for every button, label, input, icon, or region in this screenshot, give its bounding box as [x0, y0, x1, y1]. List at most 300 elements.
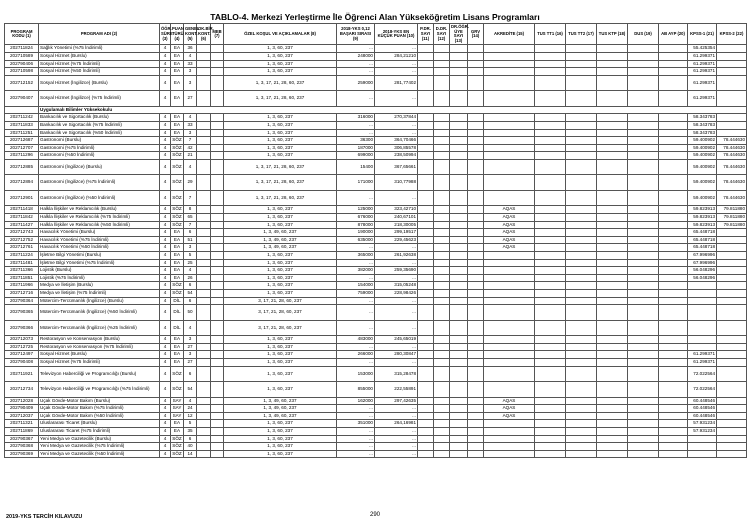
table-cell	[535, 68, 566, 76]
table-cell	[211, 152, 224, 160]
cell-sure: 4	[160, 450, 171, 458]
table-cell	[659, 320, 688, 336]
table-cell	[211, 75, 224, 91]
table-cell	[468, 358, 484, 366]
table-cell	[659, 274, 688, 282]
cell-akr	[484, 297, 535, 305]
table-cell	[197, 336, 211, 344]
table-cell	[566, 214, 597, 222]
table-cell	[434, 229, 450, 237]
cell-sure: 4	[160, 435, 171, 443]
cell-sira: ...	[337, 450, 375, 458]
cell-kont: 25	[184, 259, 197, 267]
cell-sira: 635000	[337, 236, 375, 244]
cell-code: 202712725	[5, 343, 39, 351]
cell-en: 297,42635	[375, 397, 418, 405]
table-cell	[659, 290, 688, 298]
table-cell	[597, 159, 628, 175]
cell-sure: 4	[160, 221, 171, 229]
table-cell	[468, 236, 484, 244]
cell-name: Medya ve İletişim (%75 İndirimli)	[39, 290, 160, 298]
table-cell	[434, 358, 450, 366]
table-row	[5, 114, 747, 122]
column-header: TUS KTP (18)	[597, 24, 628, 45]
cell-en: ...	[375, 45, 418, 53]
cell-sira: 351000	[337, 420, 375, 428]
cell-sure: 4	[160, 382, 171, 398]
table-cell	[468, 343, 484, 351]
cell-puan: EA	[171, 420, 184, 428]
table-cell	[468, 45, 484, 53]
cell-sure: 4	[160, 91, 171, 107]
table-cell	[197, 190, 211, 206]
cell-kont: 35	[184, 427, 197, 435]
table-cell	[434, 45, 450, 53]
cell-kpss2: 79.811880	[717, 221, 747, 229]
table-cell	[434, 405, 450, 413]
table-cell	[197, 244, 211, 252]
cell-akr: AQAS	[484, 236, 535, 244]
table-cell	[418, 351, 434, 359]
table-cell	[566, 221, 597, 229]
table-cell	[468, 214, 484, 222]
table-row	[5, 450, 747, 458]
cell-puan: EA	[171, 68, 184, 76]
page-title: TABLO-4. Merkezi Yerleştirme İle Öğrenci Alan Yükseköğretim Lisans Programları	[210, 12, 540, 22]
table-cell	[197, 229, 211, 237]
cell-kont: 4	[184, 320, 197, 336]
table-cell	[597, 336, 628, 344]
table-cell	[597, 282, 628, 290]
cell-kpss1: 61.299371	[688, 351, 717, 359]
table-cell	[597, 68, 628, 76]
table-cell	[535, 450, 566, 458]
cell-puan: SÖZ	[171, 450, 184, 458]
table-cell	[211, 420, 224, 428]
cell-code: 202712894	[5, 175, 39, 191]
table-cell	[566, 420, 597, 428]
cell-kpss1: 58.343783	[688, 129, 717, 137]
cell-name: Gastronomi (Burslu)	[39, 137, 160, 145]
table-cell	[468, 190, 484, 206]
cell-kont: 5	[184, 420, 197, 428]
cell-en: 315,05248	[375, 282, 418, 290]
cell-name: Uçak Gövde-Motor Bakım (Burslu)	[39, 397, 160, 405]
table-cell	[197, 405, 211, 413]
table-cell	[597, 343, 628, 351]
cell-code: 202790366	[5, 320, 39, 336]
cell-sira: ...	[337, 320, 375, 336]
cell-puan: EA	[171, 274, 184, 282]
cell-kpss2	[717, 229, 747, 237]
cell-puan: EA	[171, 427, 184, 435]
table-cell	[418, 236, 434, 244]
table-cell	[628, 206, 659, 214]
table-cell	[197, 144, 211, 152]
table-cell	[468, 122, 484, 130]
table-cell	[434, 305, 450, 321]
cell-akr: AQAS	[484, 221, 535, 229]
table-cell	[628, 351, 659, 359]
table-cell	[468, 435, 484, 443]
cell-akr	[484, 259, 535, 267]
cell-kpss1: 56.048296	[688, 267, 717, 275]
cell-name: Sosyal Hizmet (%75 İndirimli)	[39, 60, 160, 68]
table-cell	[211, 229, 224, 237]
cell-kosul: 1, 3, 60, 237	[224, 443, 337, 451]
table-cell	[197, 420, 211, 428]
cell-code: 202712716	[5, 290, 39, 298]
table-cell	[628, 282, 659, 290]
cell-kont: 4	[184, 397, 197, 405]
cell-name: Sosyal Hizmet (Burslu)	[39, 53, 160, 61]
cell-akr	[484, 144, 535, 152]
cell-en: ...	[375, 435, 418, 443]
table-cell	[434, 382, 450, 398]
cell-kont: 6	[184, 282, 197, 290]
table-cell	[418, 252, 434, 260]
table-cell	[566, 343, 597, 351]
cell-kosul: 1, 3, 60, 237	[224, 221, 337, 229]
table-row	[5, 351, 747, 359]
table-cell	[211, 53, 224, 61]
cell-sure: 4	[160, 60, 171, 68]
table-cell	[659, 412, 688, 420]
table-cell	[597, 206, 628, 214]
cell-sira: 382000	[337, 267, 375, 275]
cell-name: Bankacılık ve Sigortacılık (%50 İndirimli)	[39, 129, 160, 137]
table-cell	[450, 91, 468, 107]
table-cell	[211, 358, 224, 366]
table-cell	[211, 427, 224, 435]
cell-kosul: 1, 3, 60, 237	[224, 274, 337, 282]
cell-sure: 4	[160, 443, 171, 451]
cell-en: 218,30005	[375, 221, 418, 229]
cell-sure: 4	[160, 274, 171, 282]
table-cell	[434, 450, 450, 458]
cell-en: 261,92638	[375, 252, 418, 260]
cell-kpss1	[688, 290, 717, 298]
cell-code: 202712497	[5, 351, 39, 359]
table-cell	[450, 382, 468, 398]
table-cell	[434, 236, 450, 244]
cell-kosul: 1, 3, 60, 237	[224, 53, 337, 61]
cell-kont: 6	[184, 435, 197, 443]
cell-akr	[484, 305, 535, 321]
cell-kpss2	[717, 397, 747, 405]
cell-kont: 4	[184, 159, 197, 175]
table-cell	[211, 144, 224, 152]
cell-kont: 51	[184, 236, 197, 244]
table-cell	[535, 343, 566, 351]
cell-code: 202711966	[5, 282, 39, 290]
table-row	[5, 53, 747, 61]
table-cell	[468, 405, 484, 413]
table-cell	[659, 114, 688, 122]
column-header: ÖZEL KOŞUL VE AÇIKLAMALAR (8)	[224, 24, 337, 45]
table-cell	[418, 366, 434, 382]
table-cell	[597, 75, 628, 91]
column-header: TUS TT2 (17)	[566, 24, 597, 45]
cell-kpss2	[717, 420, 747, 428]
cell-kpss1: 65.448718	[688, 244, 717, 252]
cell-kosul: 1, 3, 60, 237	[224, 45, 337, 53]
cell-kpss2: 78.444630	[717, 175, 747, 191]
table-cell	[434, 175, 450, 191]
table-row	[5, 91, 747, 107]
cell-en: 367,65661	[375, 159, 418, 175]
cell-en: ...	[375, 443, 418, 451]
cell-en: 238,50994	[375, 152, 418, 160]
table-cell	[535, 236, 566, 244]
table-cell	[434, 144, 450, 152]
cell-en: 315,28478	[375, 366, 418, 382]
table-cell	[450, 244, 468, 252]
table-row	[5, 159, 747, 175]
table-cell	[468, 297, 484, 305]
table-cell	[468, 382, 484, 398]
table-cell	[450, 206, 468, 214]
table-cell	[628, 443, 659, 451]
cell-kpss1	[688, 282, 717, 290]
table-row	[5, 290, 747, 298]
table-cell	[211, 343, 224, 351]
table-cell	[597, 244, 628, 252]
table-cell	[211, 267, 224, 275]
table-cell	[659, 382, 688, 398]
table-cell	[659, 267, 688, 275]
table-cell	[535, 305, 566, 321]
table-cell	[418, 53, 434, 61]
table-cell	[468, 320, 484, 336]
table-cell	[434, 336, 450, 344]
table-cell	[628, 221, 659, 229]
cell-sira: 162000	[337, 397, 375, 405]
cell-name: Mütercim-Tercümanlık (İngilizce) (%50 İndirimli)	[39, 305, 160, 321]
table-cell	[197, 114, 211, 122]
table-cell	[434, 114, 450, 122]
cell-code: 202712885	[5, 159, 39, 175]
table-cell	[628, 244, 659, 252]
cell-akr: AQAS	[484, 229, 535, 237]
table-cell	[535, 152, 566, 160]
table-cell	[597, 397, 628, 405]
table-cell	[628, 290, 659, 298]
table-cell	[197, 214, 211, 222]
cell-code: 202712707	[5, 144, 39, 152]
cell-sira: ...	[337, 405, 375, 413]
table-cell	[659, 450, 688, 458]
cell-en: ...	[375, 244, 418, 252]
table-cell	[197, 129, 211, 137]
table-cell	[535, 435, 566, 443]
cell-puan: EA	[171, 336, 184, 344]
table-cell	[450, 351, 468, 359]
table-cell	[434, 366, 450, 382]
table-cell	[535, 175, 566, 191]
cell-kont: 65	[184, 214, 197, 222]
cell-sure: 4	[160, 244, 171, 252]
table-cell	[450, 129, 468, 137]
cell-code: 202712073	[5, 336, 39, 344]
cell-kpss2	[717, 343, 747, 351]
table-cell	[628, 236, 659, 244]
table-cell	[597, 435, 628, 443]
table-row	[5, 75, 747, 91]
column-header: DUS (19)	[628, 24, 659, 45]
table-cell	[197, 159, 211, 175]
table-cell	[566, 68, 597, 76]
cell-kpss1: 61.299371	[688, 53, 717, 61]
column-header: OK.BİR. KONT. (6)	[197, 24, 211, 45]
cell-kpss1: 57.931234	[688, 427, 717, 435]
column-header: AB AYP (20)	[659, 24, 688, 45]
cell-sira: 171000	[337, 175, 375, 191]
cell-kpss2	[717, 297, 747, 305]
table-cell	[418, 427, 434, 435]
table-cell	[468, 60, 484, 68]
table-cell	[566, 282, 597, 290]
cell-en: ...	[375, 259, 418, 267]
table-cell	[418, 159, 434, 175]
cell-kont: 36	[184, 45, 197, 53]
cell-kosul: 1, 3, 60, 237	[224, 427, 337, 435]
table-cell	[597, 122, 628, 130]
table-row	[5, 129, 747, 137]
table-cell	[566, 443, 597, 451]
cell-sira: 483000	[337, 336, 375, 344]
cell-kosul: 1, 3, 60, 237	[224, 282, 337, 290]
table-cell	[628, 343, 659, 351]
table-cell	[628, 412, 659, 420]
table-row	[5, 412, 747, 420]
table-cell	[197, 175, 211, 191]
table-cell	[659, 229, 688, 237]
table-cell	[659, 152, 688, 160]
cell-name: Uçak Gövde-Motor Bakım (%75 İndirimli)	[39, 405, 160, 413]
table-row	[5, 274, 747, 282]
table-cell	[628, 427, 659, 435]
table-cell	[597, 274, 628, 282]
table-cell	[628, 358, 659, 366]
cell-code: 202712734	[5, 382, 39, 398]
table-cell	[628, 129, 659, 137]
cell-name: Gastronomi (İngilizce) (%75 İndirimli)	[39, 175, 160, 191]
cell-sure: 4	[160, 336, 171, 344]
cell-puan: SÖZ	[171, 290, 184, 298]
cell-code: 202712752	[5, 236, 39, 244]
table-cell	[211, 382, 224, 398]
cell-kosul: 1, 3, 60, 237	[224, 366, 337, 382]
table-row	[5, 435, 747, 443]
table-cell	[450, 236, 468, 244]
table-cell	[597, 450, 628, 458]
table-cell	[566, 175, 597, 191]
cell-sure: 4	[160, 305, 171, 321]
table-cell	[566, 244, 597, 252]
table-cell	[535, 382, 566, 398]
cell-sure: 4	[160, 53, 171, 61]
table-cell	[535, 159, 566, 175]
cell-puan: SÖZ	[171, 435, 184, 443]
cell-kosul: 1, 3, 60, 237	[224, 152, 337, 160]
cell-puan: SÖZ	[171, 282, 184, 290]
cell-sira: 676000	[337, 214, 375, 222]
table-cell	[197, 343, 211, 351]
cell-kont: 3	[184, 129, 197, 137]
cell-akr	[484, 75, 535, 91]
cell-en: ...	[375, 129, 418, 137]
table-cell	[535, 137, 566, 145]
table-cell	[566, 229, 597, 237]
table-cell	[468, 175, 484, 191]
section-row	[5, 106, 747, 114]
cell-kosul: 1, 3, 49, 60, 237	[224, 405, 337, 413]
cell-akr: AQAS	[484, 412, 535, 420]
column-header: TUS TT1 (16)	[535, 24, 566, 45]
table-cell	[659, 427, 688, 435]
cell-puan: EA	[171, 60, 184, 68]
cell-puan: SAY	[171, 397, 184, 405]
cell-code: 202711833	[5, 122, 39, 130]
table-cell	[211, 137, 224, 145]
table-cell	[468, 450, 484, 458]
table-cell	[597, 320, 628, 336]
cell-kosul: 3, 17, 21, 28, 60, 237	[224, 297, 337, 305]
cell-akr	[484, 450, 535, 458]
cell-sure: 4	[160, 420, 171, 428]
cell-kpss2	[717, 320, 747, 336]
table-cell	[628, 75, 659, 91]
cell-name: İşletme Bilgi Yönetimi (%75 İndirimli)	[39, 259, 160, 267]
cell-code: 202711869	[5, 427, 39, 435]
table-row	[5, 190, 747, 206]
table-cell	[628, 297, 659, 305]
cell-kont: 27	[184, 91, 197, 107]
table-cell	[211, 68, 224, 76]
table-cell	[659, 297, 688, 305]
cell-akr	[484, 60, 535, 68]
table-cell	[659, 282, 688, 290]
cell-code: 202711851	[5, 274, 39, 282]
table-cell	[468, 91, 484, 107]
cell-code: 202712687	[5, 137, 39, 145]
table-cell	[566, 152, 597, 160]
table-cell	[418, 75, 434, 91]
cell-code: 202712901	[5, 190, 39, 206]
table-cell	[535, 366, 566, 382]
cell-kpss1: 72.022564	[688, 382, 717, 398]
table-cell	[566, 236, 597, 244]
table-cell	[628, 320, 659, 336]
cell-en: ...	[375, 60, 418, 68]
table-cell	[468, 144, 484, 152]
table-cell	[434, 75, 450, 91]
cell-sure: 4	[160, 190, 171, 206]
table-cell	[468, 282, 484, 290]
table-cell	[535, 114, 566, 122]
table-cell	[211, 91, 224, 107]
cell-akr	[484, 435, 535, 443]
cell-kpss2	[717, 427, 747, 435]
table-cell	[628, 175, 659, 191]
table-row	[5, 152, 747, 160]
cell-sira: 699000	[337, 152, 375, 160]
cell-kont: 27	[184, 358, 197, 366]
cell-kosul: 1, 3, 60, 237	[224, 450, 337, 458]
column-header: DR.ÖĞR. ÜYE SAYI (13)	[450, 24, 468, 45]
cell-akr	[484, 443, 535, 451]
